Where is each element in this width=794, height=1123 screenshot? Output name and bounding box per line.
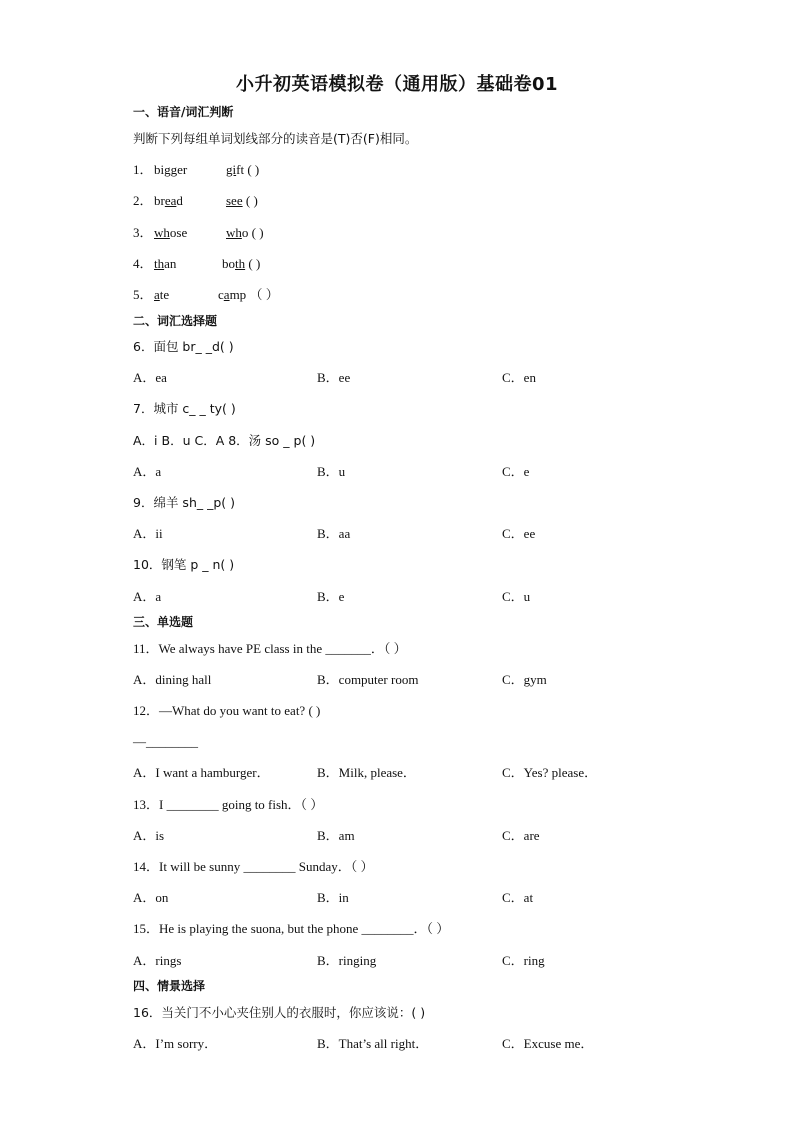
question-16-option-b[interactable]: B．That’s all right． <box>317 1036 429 1051</box>
question-13-option-b[interactable]: B．am <box>317 828 355 843</box>
question-10-option-a[interactable]: A．a <box>133 589 162 604</box>
question-11-option-b[interactable]: B．computer room <box>317 672 419 687</box>
word-a: than <box>154 256 177 271</box>
item-number: 4． <box>133 256 153 271</box>
item-number: 2． <box>133 193 153 208</box>
question-7-stem: 7．城市 c_ _ ty( ) <box>133 401 236 416</box>
question-9-stem: 9．绵羊 sh_ _p( ) <box>133 495 235 510</box>
page-title: 小升初英语模拟卷（通用版）基础卷01 <box>235 74 559 95</box>
section-heading-1: 一、语音/词汇判断 <box>133 105 234 119</box>
question-10-stem: 10．钢笔 p _ n( ) <box>133 557 235 572</box>
question-16-stem: 16．当关门不小心夹住别人的衣服时，你应该说：( ) <box>133 1005 426 1020</box>
question-14-option-a[interactable]: A．on <box>133 890 169 905</box>
question-10-option-c[interactable]: C．u <box>502 589 531 604</box>
question-13-stem: 13．I ________ going to fish．（ ） <box>133 797 324 812</box>
question-16-option-c[interactable]: C．Excuse me． <box>502 1036 594 1051</box>
question-14-option-b[interactable]: B．in <box>317 890 349 905</box>
question-12-option-c[interactable]: C．Yes? please． <box>502 765 598 780</box>
word-a: ate <box>154 287 170 302</box>
question-16-option-a[interactable]: A．I’m sorry． <box>133 1036 218 1051</box>
section-heading-3: 三、单选题 <box>133 615 194 629</box>
question-7-options-and-8-stem[interactable]: A．i B．u C．A 8．汤 so _ p( ) <box>133 433 316 448</box>
word-b: both ( ) <box>222 256 261 271</box>
word-b: camp （ ） <box>218 287 279 302</box>
question-8-option-b[interactable]: B．u <box>317 464 346 479</box>
word-a: whose <box>154 225 188 240</box>
question-9-option-b[interactable]: B．aa <box>317 526 351 541</box>
question-8-option-c[interactable]: C．e <box>502 464 530 479</box>
item-number: 3． <box>133 225 153 240</box>
question-9-option-a[interactable]: A．ii <box>133 526 163 541</box>
question-12-answer-line: —________ <box>133 734 198 749</box>
question-14-stem: 14．It will be sunny ________ Sunday．（ ） <box>133 859 374 874</box>
question-8-option-a[interactable]: A．a <box>133 464 162 479</box>
question-15-stem: 15．He is playing the suona, but the phone ________．（ ） <box>133 921 450 936</box>
question-6-stem: 6．面包 br_ _d( ) <box>133 339 234 354</box>
question-6-option-a[interactable]: A．ea <box>133 370 167 385</box>
section-heading-4: 四、情景选择 <box>133 979 206 993</box>
word-b: gift ( ) <box>226 162 260 177</box>
word-a: bigger <box>154 162 188 177</box>
question-6-option-b[interactable]: B．ee <box>317 370 351 385</box>
section-heading-2: 二、词汇选择题 <box>133 314 218 328</box>
question-12-stem: 12．—What do you want to eat? ( ) <box>133 703 321 718</box>
question-12-option-a[interactable]: A．I want a hamburger． <box>133 765 270 780</box>
question-11-stem: 11．We always have PE class in the _______．（ ） <box>133 641 407 656</box>
item-number: 1． <box>133 162 153 177</box>
question-15-option-b[interactable]: B．ringing <box>317 953 377 968</box>
question-11-option-c[interactable]: C．gym <box>502 672 547 687</box>
question-11-option-a[interactable]: A．dining hall <box>133 672 212 687</box>
question-9-option-c[interactable]: C．ee <box>502 526 536 541</box>
question-13-option-c[interactable]: C．are <box>502 828 540 843</box>
word-b: who ( ) <box>226 225 264 240</box>
question-13-option-a[interactable]: A．is <box>133 828 165 843</box>
word-b: see ( ) <box>226 193 258 208</box>
question-15-option-c[interactable]: C．ring <box>502 953 545 968</box>
question-14-option-c[interactable]: C．at <box>502 890 534 905</box>
question-6-option-c[interactable]: C．en <box>502 370 536 385</box>
question-15-option-a[interactable]: A．rings <box>133 953 182 968</box>
question-10-option-b[interactable]: B．e <box>317 589 345 604</box>
section-1-instruction: 判断下列每组单词划线部分的读音是(T)否(F)相同。 <box>133 131 418 146</box>
question-12-option-b[interactable]: B．Milk, please． <box>317 765 416 780</box>
item-number: 5． <box>133 287 153 302</box>
word-a: bread <box>154 193 183 208</box>
